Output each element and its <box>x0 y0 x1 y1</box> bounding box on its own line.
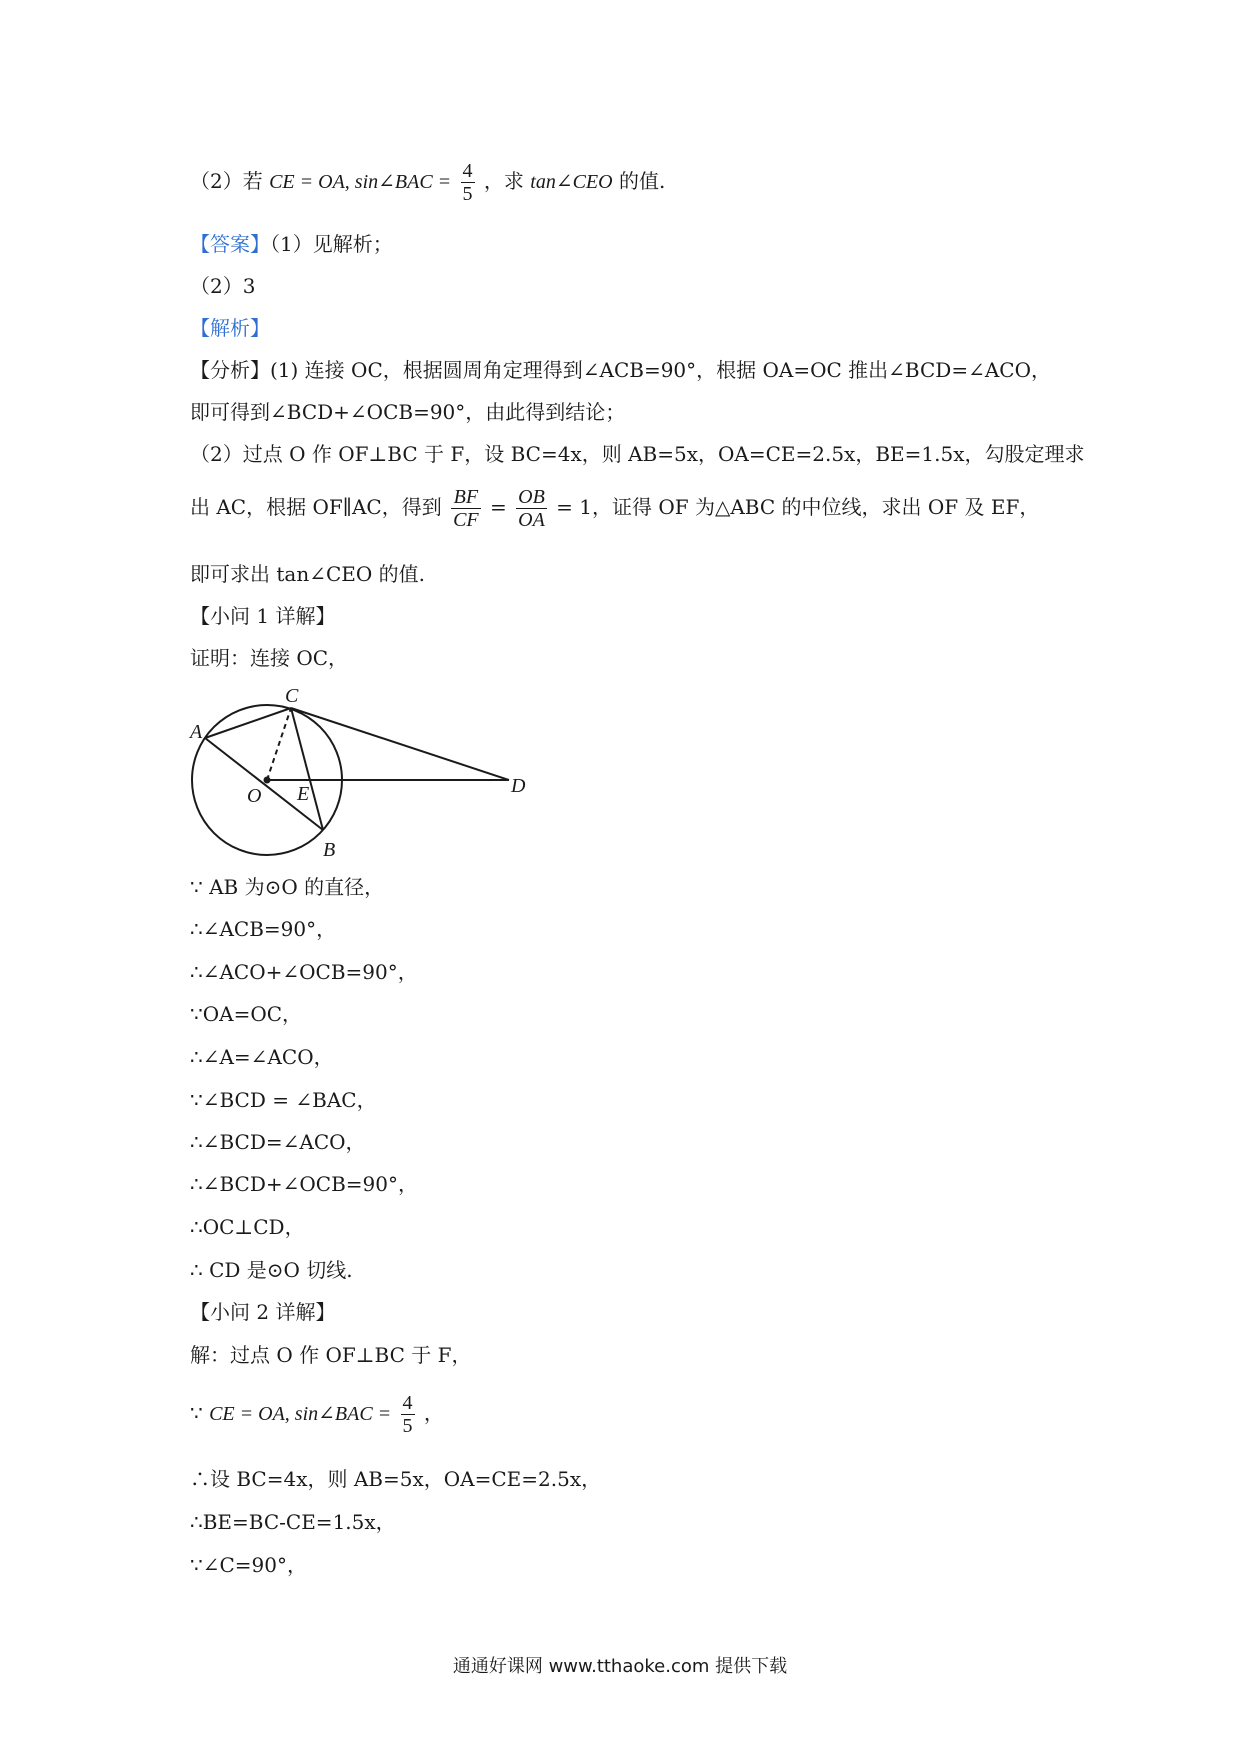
part2-step-1: ∴设 BC=4x，则 AB=5x，OA=CE=2.5x， <box>190 1467 602 1491</box>
q2-prefix: （2）若 <box>190 169 263 193</box>
answer-line-2: （2）3 <box>190 274 256 298</box>
analysis-line-1: 【分析】(1) 连接 OC，根据圆周角定理得到∠ACB=90°，根据 OA=OC 推出∠BCD=∠ACO， <box>190 358 1051 382</box>
proof-step-4: ∵OA=OC， <box>190 1002 303 1026</box>
proof-step-8: ∴∠BCD+∠OCB=90°， <box>190 1172 419 1196</box>
footer-watermark: 通通好课网 www.tthaoke.com 提供下载 <box>452 1656 788 1677</box>
part2-cond-suffix: ， <box>423 1401 444 1425</box>
part2-fraction-denominator: 5 <box>402 1415 413 1437</box>
part2-cond-prefix: ∵ <box>190 1401 203 1425</box>
segment-oc-dashed <box>267 708 291 780</box>
analysis-line-4b: = 1，证得 OF 为△ABC 的中位线，求出 OF 及 EF， <box>556 495 1040 519</box>
analysis-line-3: （2）过点 O 作 OF⊥BC 于 F，设 BC=4x，则 AB=5x，OA=CE=2.5x，BE=1.5x，勾股定理求 <box>190 442 1085 466</box>
proof-step-7: ∴∠BCD=∠ACO， <box>190 1130 366 1154</box>
part2-fraction-numerator: 4 <box>402 1392 413 1414</box>
proof-step-3: ∴∠ACO+∠OCB=90°， <box>190 960 418 984</box>
fraction-ob: OB <box>518 486 545 508</box>
answer-1: （1）见解析； <box>270 232 393 256</box>
fraction-ob-oa <box>516 486 547 531</box>
proof-step-1: ∵ AB 为⊙O 的直径， <box>190 875 385 899</box>
fraction-cf: CF <box>453 509 479 531</box>
label-o: O <box>247 785 262 807</box>
part1-proof-intro: 证明：连接 OC， <box>190 646 349 670</box>
fraction-bf: BF <box>451 486 481 509</box>
geometry-figure <box>185 680 545 860</box>
label-e: E <box>297 783 310 805</box>
analysis-tag: 【解析】 <box>190 316 270 340</box>
label-d: D <box>511 775 526 797</box>
question-2 <box>190 160 665 205</box>
fraction-bf-cf <box>451 486 481 531</box>
part2-intro: 解：过点 O 作 OF⊥BC 于 F， <box>190 1343 472 1367</box>
fraction-oa: OA <box>518 509 545 531</box>
proof-step-9: ∴OC⊥CD， <box>190 1215 305 1239</box>
proof-step-6: ∵∠BCD = ∠BAC， <box>190 1088 377 1112</box>
q2-tan: tan∠CEO <box>530 171 613 193</box>
part2-step-3: ∵∠C=90°， <box>190 1553 307 1577</box>
proof-step-10: ∴ CD 是⊙O 切线. <box>190 1258 353 1282</box>
answer-line-1 <box>190 232 393 256</box>
label-b: B <box>323 839 336 860</box>
q2-condition: CE = OA, sin∠BAC = <box>269 171 452 193</box>
answer-tag: 【答案】 <box>190 232 270 256</box>
part2-cond: CE = OA, sin∠BAC = <box>209 1403 392 1425</box>
q2-suffix: 的值. <box>618 169 666 193</box>
label-a: A <box>190 721 203 743</box>
center-point-o <box>264 777 271 784</box>
part1-header: 【小问 1 详解】 <box>190 604 336 628</box>
analysis-line-5: 即可求出 tan∠CEO 的值. <box>190 562 425 586</box>
segment-cd <box>291 708 509 780</box>
q2-mid: ，求 <box>483 169 524 193</box>
analysis-line-4a: 出 AC，根据 OF∥AC，得到 <box>190 495 442 519</box>
proof-step-5: ∴∠A=∠ACO， <box>190 1045 334 1069</box>
part2-header: 【小问 2 详解】 <box>190 1300 336 1324</box>
part2-step-2: ∴BE=BC-CE=1.5x， <box>190 1510 396 1534</box>
equals-sign: = <box>490 495 507 519</box>
analysis-line-2: 即可得到∠BCD+∠OCB=90°，由此得到结论； <box>190 400 626 424</box>
analysis-line-4 <box>190 486 1039 531</box>
q2-fraction-denominator: 5 <box>462 183 473 205</box>
part2-condition <box>190 1392 444 1437</box>
q2-fraction-numerator: 4 <box>462 160 473 182</box>
proof-step-2: ∴∠ACB=90°， <box>190 917 337 941</box>
label-c: C <box>285 685 299 707</box>
q2-fraction <box>461 160 475 205</box>
part2-fraction <box>401 1392 415 1437</box>
